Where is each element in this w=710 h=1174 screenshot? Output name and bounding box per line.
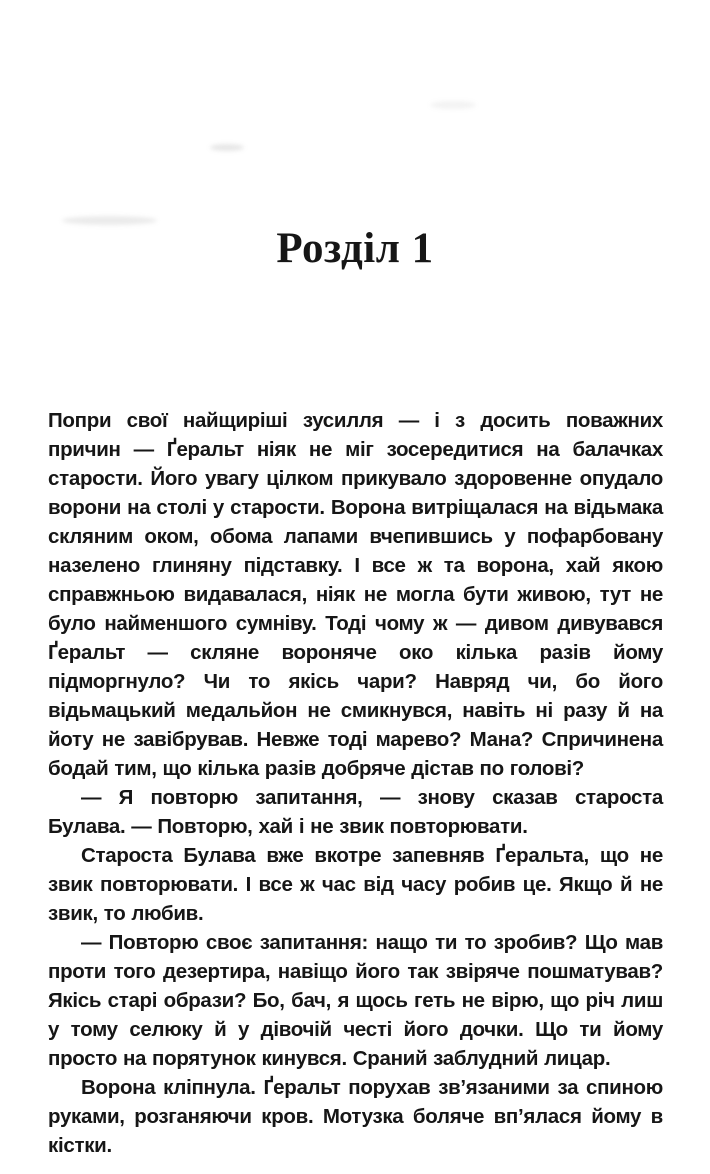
paragraph: Ворона кліпнула. Ґеральт порухав зв’язаними за спиною руками, розганяючи кров. Мотузка боляче вп’ялася йому в кістки. <box>48 1076 663 1157</box>
scan-artifact <box>210 144 244 151</box>
paragraph: Попри свої найщиріші зусилля — і з досить поважних причин — Ґеральт ніяк не міг зосередитися на балачках старости. Його увагу цілком прикувало здоровенне опудало ворони на столі у старости. Ворона витріщалася на відьмака скляним оком, обома лапами вчепившись у пофарбовану назелено глиняну підставку. І все ж та ворона, хай якою справжньою видавалася, ніяк не могла бути живою, тут не було найменшого сумніву. Тоді чому ж — дивом дивувався Ґеральт — скляне вороняче око кілька разів йому підморгнуло? Чи то якісь чари? Навряд чи, бо його відьмацький медальйон не смикнувся, навіть ні разу й на йоту не завібрував. Невже тоді марево? Мана? Спричинена бодай тим, що кілька разів добряче дістав по голові? <box>48 409 663 780</box>
chapter-title: Розділ 1 <box>276 225 434 272</box>
paragraph: — Я повторю запитання, — знову сказав староста Булава. — Повторю, хай і не звик повторювати. <box>48 786 663 838</box>
body-text <box>48 406 663 1160</box>
paragraph: Староста Булава вже вкотре запевняв Ґеральта, що не звик повторювати. І все ж час від часу робив це. Якщо й не звик, то любив. <box>48 844 663 925</box>
scan-artifact <box>430 101 476 109</box>
paragraph: — Повторю своє запитання: нащо ти то зробив? Що мав проти того дезертира, навіщо його так звіряче пошматував? Якісь старі образи? Бо, бач, я щось геть не вірю, що річ лиш у тому селюку й у дівочій честі його дочки. Що ти йому просто на порятунок кинувся. Сраний заблудний лицар. <box>48 931 663 1070</box>
